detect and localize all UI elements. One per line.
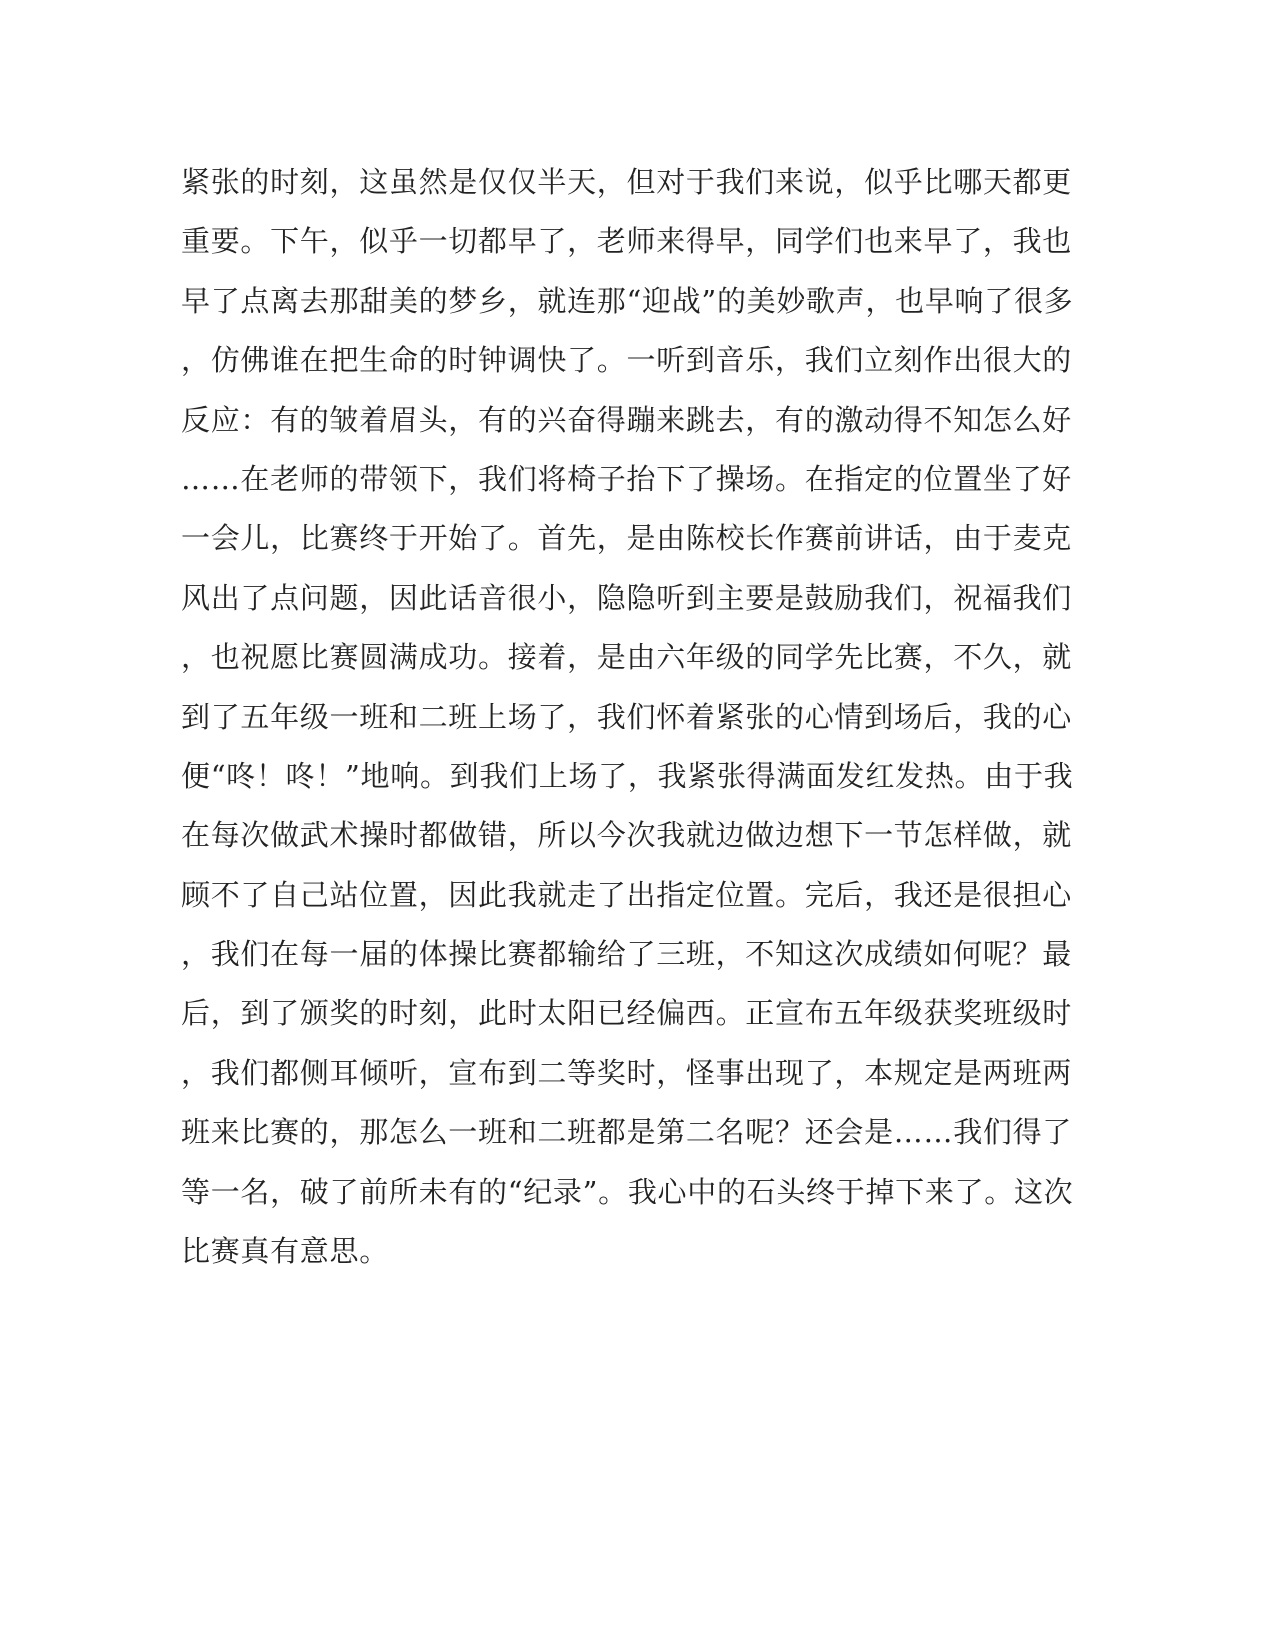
text-line: 早了点离去那甜美的梦乡，就连那“迎战”的美妙歌声，也早响了很多 [181, 283, 1074, 318]
text-line: ，我们都侧耳倾听，宣布到二等奖时，怪事出现了，本规定是两班两 [181, 1055, 1073, 1090]
text-line: 后，到了颁奖的时刻，此时太阳已经偏西。正宣布五年级获奖班级时 [181, 996, 1073, 1031]
text-line: 重要。下午，似乎一切都早了，老师来得早，同学们也来早了，我也 [181, 224, 1073, 259]
text-line: ，我们在每一届的体操比赛都输给了三班，不知这次成绩如何呢？最 [181, 937, 1073, 972]
text-line: 一会儿，比赛终于开始了。首先，是由陈校长作赛前讲话，由于麦克 [181, 521, 1073, 556]
text-line: ，仿佛谁在把生命的时钟调快了。一听到音乐，我们立刻作出很大的 [181, 343, 1073, 378]
body-text [181, 156, 1074, 1284]
text-line: 到了五年级一班和二班上场了，我们怀着紧张的心情到场后，我的心 [181, 699, 1073, 734]
text-line: 顾不了自己站位置，因此我就走了出指定位置。完后，我还是很担心 [181, 877, 1073, 912]
text-line: ，也祝愿比赛圆满成功。接着，是由六年级的同学先比赛，不久，就 [181, 640, 1073, 675]
text-line: 紧张的时刻，这虽然是仅仅半天，但对于我们来说，似乎比哪天都更 [181, 165, 1073, 199]
text-line: 风出了点问题，因此话音很小，隐隐听到主要是鼓励我们，祝福我们 [181, 580, 1073, 615]
text-line: 班来比赛的，那怎么一班和二班都是第二名呢？还会是……我们得了 [181, 1115, 1073, 1150]
text-line: 比赛真有意思。 [181, 1234, 389, 1269]
text-line: 反应：有的皱着眉头，有的兴奋得蹦来跳去，有的激动得不知怎么好 [181, 402, 1073, 437]
text-line: 等一名，破了前所未有的“纪录”。我心中的石头终于掉下来了。这次 [181, 1174, 1074, 1209]
text-line: 在每次做武术操时都做错，所以今次我就边做边想下一节怎样做，就 [181, 818, 1073, 853]
text-line: 便“咚！咚！”地响。到我们上场了，我紧张得满面发红发热。由于我 [181, 758, 1074, 793]
text-line: ……在老师的带领下，我们将椅子抬下了操场。在指定的位置坐了好 [181, 461, 1073, 496]
